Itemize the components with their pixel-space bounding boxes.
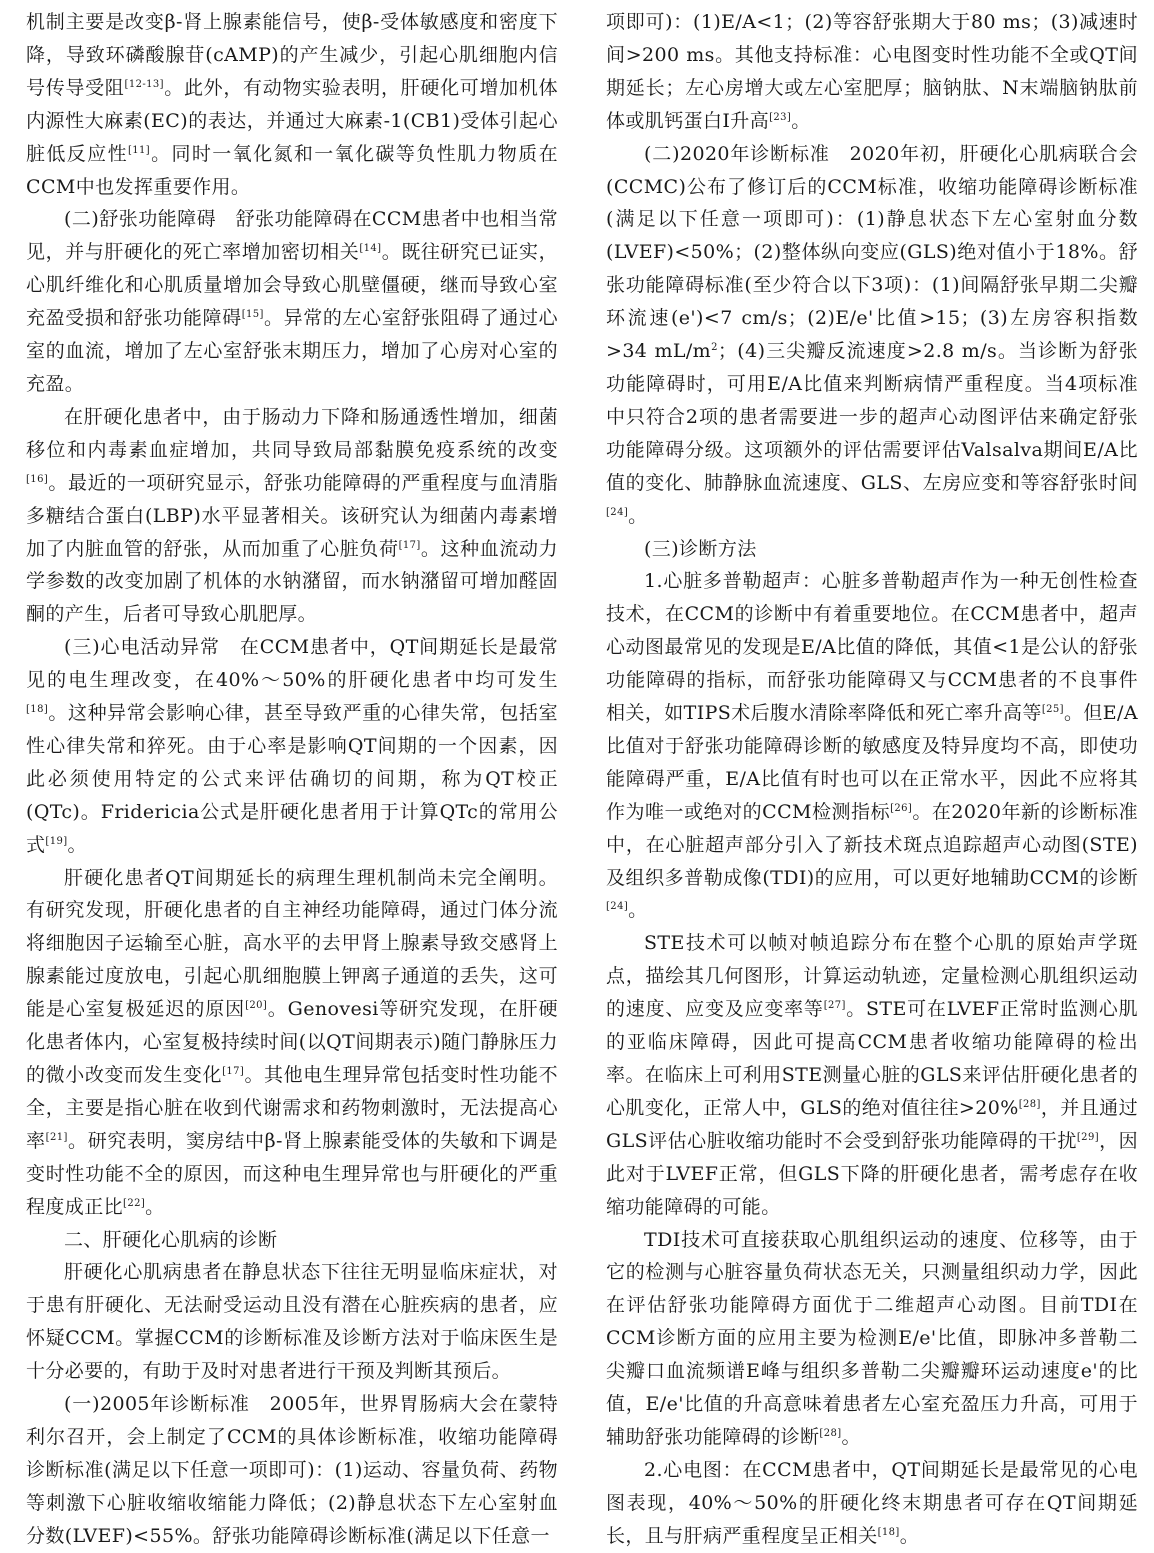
- left-column: [26, 6, 558, 1553]
- section-heading-diagnosis: 二、肝硬化心肌病的诊断: [64, 1228, 278, 1251]
- paragraph-ecg: 2.心电图：在CCM患者中，QT间期延长是最常见的心电图表现，40%～50%的肝硬化终末期患者可存在QT间期延长，且与肝病严重程度呈正相关[18]。: [606, 1458, 1138, 1547]
- paragraph-endotoxemia: 在肝硬化患者中，由于肠动力下降和肠通透性增加，细菌移位和内毒素血症增加，共同导致局部黏膜免疫系统的改变[16]。最近的一项研究显示，舒张功能障碍的严重程度与血清脂多糖结合蛋白(LBP)水平显著相关。该研究认为细菌内毒素增加了内脏血管的舒张，从而加重了心脏负荷[17]。这种血流动力学参数的改变加剧了机体的水钠潴留，而水钠潴留可增加醛固酮的产生，后者可导致心肌肥厚。: [26, 405, 558, 626]
- subheading-diagnostic-methods: (三)诊断方法: [644, 537, 757, 560]
- paragraph-ste: STE技术可以帧对帧追踪分布在整个心肌的原始声学斑点，描绘其几何图形，计算运动轨迹，定量检测心肌组织运动的速度、应变及应变率等[27]。STE可在LVEF正常时监测心肌的亚临床障碍，因此可提高CCM患者收缩功能障碍的检出率。在临床上可利用STE测量心脏的GLS来评估肝硬化患者的心肌变化，正常人中，GLS的绝对值往往>20%[28]，并且通过GLS评估心脏收缩功能时不会受到舒张功能障碍的干扰[29]，因此对于LVEF正常，但GLS下降的肝硬化患者，需考虑存在收缩功能障碍的可能。: [606, 932, 1138, 1218]
- right-column: [606, 6, 1138, 1553]
- paragraph-qt-mechanism: 肝硬化患者QT间期延长的病理生理机制尚未完全阐明。有研究发现，肝硬化患者的自主神经功能障碍，通过门体分流将细胞因子运输至心脏，高水平的去甲肾上腺素导致交感肾上腺素能过度放电，引起心肌细胞膜上钾离子通道的丢失，这可能是心室复极延迟的原因[20]。Genovesi等研究发现，在肝硬化患者体内，心室复极持续时间(以QT间期表示)随门静脉压力的微小改变而发生变化[17]。其他电生理异常包括变时性功能不全，主要是指心脏在收到代谢需求和药物刺激时，无法提高心率[21]。研究表明，窦房结中β-肾上腺素能受体的失敏和下调是变时性功能不全的原因，而这种电生理异常也与肝硬化的严重程度成正比[22]。: [26, 866, 558, 1218]
- paragraph-2005-criteria-continued: 项即可)：(1)E/A<1；(2)等容舒张期大于80 ms；(3)减速时间>200 ms。其他支持标准：心电图变时性功能不全或QT间期延长；左心房增大或左心室肥厚；脑钠肽、N末端脑钠肽前体或肌钙蛋白I升高[23]。: [606, 11, 1138, 132]
- paragraph-2005-criteria: (一)2005年诊断标准 2005年，世界胃肠病大会在蒙特利尔召开，会上制定了CCM的具体诊断标准，收缩功能障碍诊断标准(满足以下任意一项即可)：(1)运动、容量负荷、药物等刺激下心脏收缩收缩能力降低；(2)静息状态下左心室射血分数(LVEF)<55%。舒张功能障碍诊断标准(满足以下任意一: [26, 1393, 558, 1547]
- paragraph-2020-criteria: (二)2020年诊断标准 2020年初，肝硬化心肌病联合会(CCMC)公布了修订后的CCM标准，收缩功能障碍诊断标准(满足以下任意一项即可)：(1)静息状态下左心室射血分数(LVEF)<50%；(2)整体纵向变应(GLS)绝对值小于18%。舒张功能障碍标准(至少符合以下3项)：(1)间隔舒张早期二尖瓣环流速(e')<7 cm/s；(2)E/e'比值>15；(3)左房容积指数>34 $mL/m^2$；(4)三尖瓣反流速度>2.8 m/s。当诊断为舒张功能障碍时，可用E/A比值来判断病情严重程度。当4项标准中只符合2项的患者需要进一步的超声心动图评估来确定舒张功能障碍分级。这项额外的评估需要评估Valsalva期间E/A比值的变化、肺静脉血流速度、GLS、左房应变和等容舒张时间[24]。: [606, 142, 1138, 527]
- paragraph-tdi: TDI技术可直接获取心肌组织运动的速度、位移等，由于它的检测与心脏容量负荷状态无关，只测量组织动力学，因此在评估舒张功能障碍方面优于二维超声心动图。目前TDI在CCM诊断方面的应用主要为检测E/e'比值，即脉冲多普勒二尖瓣口血流频谱E峰与组织多普勒二尖瓣瓣环运动速度e'的比值，E/e'比值的升高意味着患者左心室充盈压力升高，可用于辅助舒张功能障碍的诊断[28]。: [606, 1228, 1138, 1448]
- paragraph-diagnosis-intro: 肝硬化心肌病患者在静息状态下往往无明显临床症状，对于患有肝硬化、无法耐受运动且没有潜在心脏疾病的患者，应怀疑CCM。掌握CCM的诊断标准及诊断方法对于临床医生是十分必要的，有助于及时对患者进行干预及判断其预后。: [26, 1261, 558, 1383]
- paragraph-mechanism-continued: 机制主要是改变β-肾上腺素能信号，使β-受体敏感度和密度下降，导致环磷酸腺苷(cAMP)的产生减少，引起心肌细胞内信号传导受阻[12-13]。此外，有动物实验表明，肝硬化可增加机体内源性大麻素(EC)的表达，并通过大麻素-1(CB1)受体引起心脏低反应性[11]。同时一氧化氮和一氧化碳等负性肌力物质在CCM中也发挥重要作用。: [26, 11, 558, 198]
- paragraph-diastolic-dysfunction: (二)舒张功能障碍 舒张功能障碍在CCM患者中也相当常见，并与肝硬化的死亡率增加密切相关[14]。既往研究已证实，心肌纤维化和心肌质量增加会导致心肌壁僵硬，继而导致心室充盈受损和舒张功能障碍[15]。异常的左心室舒张阻碍了通过心室的血流，增加了左心室舒张末期压力，增加了心房对心室的充盈。: [26, 208, 558, 395]
- paragraph-electrical-abnormality: (三)心电活动异常 在CCM患者中，QT间期延长是最常见的电生理改变，在40%～50%的肝硬化患者中均可发生[18]。这种异常会影响心律，甚至导致严重的心律失常，包括室性心律失常和猝死。由于心率是影响QT间期的一个因素，因此必须使用特定的公式来评估确切的间期，称为QT校正(QTc)。Fridericia公式是肝硬化患者用于计算QTc的常用公式[19]。: [26, 636, 558, 856]
- paragraph-doppler-echo: 1.心脏多普勒超声：心脏多普勒超声作为一种无创性检查技术，在CCM的诊断中有着重要地位。在CCM患者中，超声心动图最常见的发现是E/A比值的降低，其值<1是公认的舒张功能障碍的指标，而舒张功能障碍又与CCM患者的不良事件相关，如TIPS术后腹水清除率降低和死亡率升高等[25]。但E/A比值对于舒张功能障碍诊断的敏感度及特异度均不高，即使功能障碍严重，E/A比值有时也可以在正常水平，因此不应将其作为唯一或绝对的CCM检测指标[26]。在2020年新的诊断标准中，在心脏超声部分引入了新技术斑点追踪超声心动图(STE)及组织多普勒成像(TDI)的应用，可以更好地辅助CCM的诊断[24]。: [606, 570, 1138, 922]
